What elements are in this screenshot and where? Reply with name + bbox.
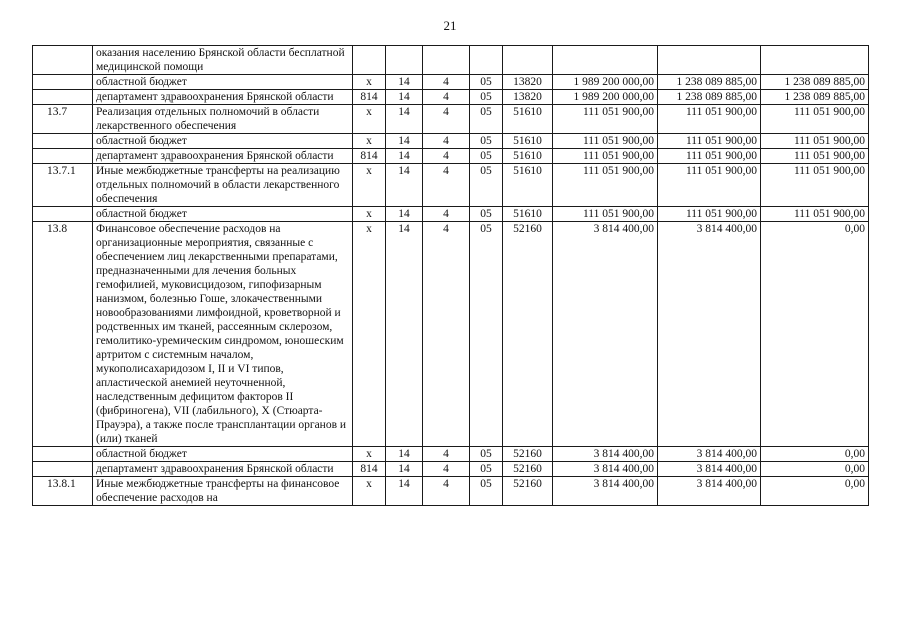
- subsection-code: 4: [423, 207, 470, 222]
- row-description: департамент здравоохранения Брянской области: [93, 462, 353, 477]
- amount-year-3: 0,00: [761, 477, 869, 506]
- table-row: [33, 134, 869, 149]
- section-code: 14: [386, 477, 423, 506]
- amount-year-2: 1 238 089 885,00: [658, 90, 761, 105]
- amount-year-2: 1 238 089 885,00: [658, 75, 761, 90]
- page-number: 21: [443, 18, 457, 33]
- admin-code: x: [353, 477, 386, 506]
- subsection-code: [423, 46, 470, 75]
- row-number: [33, 447, 93, 462]
- row-number: 13.7.1: [33, 164, 93, 207]
- admin-code: x: [353, 105, 386, 134]
- section-code: 14: [386, 462, 423, 477]
- program-code: 05: [470, 462, 503, 477]
- amount-year-3: 0,00: [761, 447, 869, 462]
- direction-code: 52160: [503, 477, 553, 506]
- program-code: 05: [470, 75, 503, 90]
- row-description: департамент здравоохранения Брянской области: [93, 149, 353, 164]
- direction-code: 52160: [503, 222, 553, 447]
- admin-code: [353, 46, 386, 75]
- direction-code: 51610: [503, 207, 553, 222]
- budget-table: [32, 45, 869, 506]
- row-number: [33, 90, 93, 105]
- direction-code: 52160: [503, 447, 553, 462]
- amount-year-2: 111 051 900,00: [658, 134, 761, 149]
- row-number: 13.8: [33, 222, 93, 447]
- table-row: [33, 207, 869, 222]
- direction-code: 51610: [503, 105, 553, 134]
- subsection-code: 4: [423, 164, 470, 207]
- program-code: 05: [470, 447, 503, 462]
- admin-code: x: [353, 134, 386, 149]
- subsection-code: 4: [423, 75, 470, 90]
- amount-year-2: 3 814 400,00: [658, 477, 761, 506]
- amount-year-1: 3 814 400,00: [553, 447, 658, 462]
- amount-year-1: 111 051 900,00: [553, 149, 658, 164]
- table-row: [33, 46, 869, 75]
- budget-table-body: [33, 46, 869, 506]
- amount-year-2: 111 051 900,00: [658, 149, 761, 164]
- row-number: [33, 75, 93, 90]
- subsection-code: 4: [423, 477, 470, 506]
- section-code: [386, 46, 423, 75]
- table-row: [33, 447, 869, 462]
- amount-year-1: 3 814 400,00: [553, 477, 658, 506]
- admin-code: x: [353, 75, 386, 90]
- amount-year-3: 0,00: [761, 462, 869, 477]
- table-row: [33, 149, 869, 164]
- admin-code: x: [353, 222, 386, 447]
- row-number: [33, 46, 93, 75]
- amount-year-3: 111 051 900,00: [761, 105, 869, 134]
- amount-year-3: 111 051 900,00: [761, 134, 869, 149]
- direction-code: 13820: [503, 90, 553, 105]
- amount-year-2: 3 814 400,00: [658, 462, 761, 477]
- amount-year-3: 1 238 089 885,00: [761, 90, 869, 105]
- subsection-code: 4: [423, 462, 470, 477]
- amount-year-2: 111 051 900,00: [658, 164, 761, 207]
- section-code: 14: [386, 75, 423, 90]
- amount-year-2: 111 051 900,00: [658, 207, 761, 222]
- amount-year-1: 3 814 400,00: [553, 462, 658, 477]
- amount-year-1: 111 051 900,00: [553, 105, 658, 134]
- direction-code: 51610: [503, 134, 553, 149]
- amount-year-2: [658, 46, 761, 75]
- amount-year-1: 111 051 900,00: [553, 164, 658, 207]
- row-description: департамент здравоохранения Брянской области: [93, 90, 353, 105]
- table-row: [33, 222, 869, 447]
- direction-code: 52160: [503, 462, 553, 477]
- direction-code: 13820: [503, 75, 553, 90]
- row-description: Реализация отдельных полномочий в области лекарственного обеспечения: [93, 105, 353, 134]
- table-row: [33, 105, 869, 134]
- amount-year-1: 111 051 900,00: [553, 134, 658, 149]
- row-description: Иные межбюджетные трансферты на финансовое обеспечение расходов на: [93, 477, 353, 506]
- amount-year-3: 1 238 089 885,00: [761, 75, 869, 90]
- amount-year-1: 1 989 200 000,00: [553, 75, 658, 90]
- amount-year-3: 111 051 900,00: [761, 207, 869, 222]
- table-row: [33, 477, 869, 506]
- amount-year-3: [761, 46, 869, 75]
- amount-year-1: 111 051 900,00: [553, 207, 658, 222]
- program-code: 05: [470, 105, 503, 134]
- row-description: областной бюджет: [93, 134, 353, 149]
- amount-year-3: 111 051 900,00: [761, 164, 869, 207]
- table-row: [33, 75, 869, 90]
- section-code: 14: [386, 134, 423, 149]
- amount-year-2: 3 814 400,00: [658, 447, 761, 462]
- amount-year-2: 111 051 900,00: [658, 105, 761, 134]
- program-code: 05: [470, 477, 503, 506]
- subsection-code: 4: [423, 105, 470, 134]
- direction-code: [503, 46, 553, 75]
- section-code: 14: [386, 447, 423, 462]
- row-number: [33, 149, 93, 164]
- admin-code: x: [353, 447, 386, 462]
- table-row: [33, 90, 869, 105]
- amount-year-3: 0,00: [761, 222, 869, 447]
- program-code: 05: [470, 149, 503, 164]
- row-description: Иные межбюджетные трансферты на реализацию отдельных полномочий в области лекарственного обеспечения: [93, 164, 353, 207]
- admin-code: x: [353, 164, 386, 207]
- row-number: [33, 207, 93, 222]
- table-row: [33, 462, 869, 477]
- row-description: Финансовое обеспечение расходов на организационные мероприятия, связанные с обеспечением лиц лекарственными препаратами, предназначенными для лечения больных гемофилией, муковисцидозом, гипофизарным нанизмом, болезнью Гоше, злокачественными новообразованиями лимфоидной, кроветворной и родственных им тканей, рассеянным склерозом, гемолитико-уремическим синдромом, юношеским артритом с системным началом, мукополисахаридозом I, II и VI типов, апластической анемией неуточненной, наследственным дефицитом факторов II (фибриногена), VII (лабильного), X (Стюарта-Прауэра), а также после трансплантации органов и (или) тканей: [93, 222, 353, 447]
- amount-year-3: 111 051 900,00: [761, 149, 869, 164]
- amount-year-1: 3 814 400,00: [553, 222, 658, 447]
- table-row: [33, 164, 869, 207]
- section-code: 14: [386, 105, 423, 134]
- row-description: областной бюджет: [93, 447, 353, 462]
- row-number: 13.8.1: [33, 477, 93, 506]
- section-code: 14: [386, 149, 423, 164]
- admin-code: 814: [353, 149, 386, 164]
- subsection-code: 4: [423, 447, 470, 462]
- direction-code: 51610: [503, 164, 553, 207]
- program-code: 05: [470, 164, 503, 207]
- program-code: 05: [470, 90, 503, 105]
- row-number: [33, 462, 93, 477]
- admin-code: x: [353, 207, 386, 222]
- amount-year-1: 1 989 200 000,00: [553, 90, 658, 105]
- row-number: 13.7: [33, 105, 93, 134]
- subsection-code: 4: [423, 90, 470, 105]
- row-description: оказания населению Брянской области бесплатной медицинской помощи: [93, 46, 353, 75]
- program-code: 05: [470, 207, 503, 222]
- section-code: 14: [386, 222, 423, 447]
- section-code: 14: [386, 90, 423, 105]
- subsection-code: 4: [423, 222, 470, 447]
- section-code: 14: [386, 207, 423, 222]
- program-code: 05: [470, 134, 503, 149]
- section-code: 14: [386, 164, 423, 207]
- row-description: областной бюджет: [93, 207, 353, 222]
- row-description: областной бюджет: [93, 75, 353, 90]
- admin-code: 814: [353, 462, 386, 477]
- row-number: [33, 134, 93, 149]
- direction-code: 51610: [503, 149, 553, 164]
- amount-year-2: 3 814 400,00: [658, 222, 761, 447]
- amount-year-1: [553, 46, 658, 75]
- subsection-code: 4: [423, 149, 470, 164]
- admin-code: 814: [353, 90, 386, 105]
- program-code: 05: [470, 222, 503, 447]
- program-code: [470, 46, 503, 75]
- subsection-code: 4: [423, 134, 470, 149]
